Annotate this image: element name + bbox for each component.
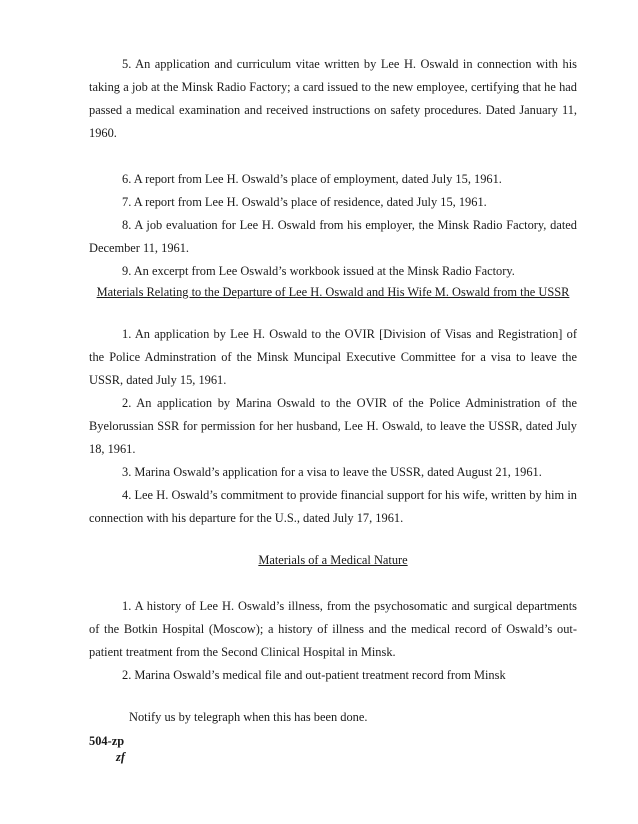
list-item: 1. A history of Lee H. Oswald’s illness, from the psychosomatic and surgical departments of the Botkin Hospital (Moscow); a history of illness and the medical record of Oswald’s out-patient treatment from the Second Clinical Hospital in Minsk.: [89, 599, 577, 659]
list-item: 4. Lee H. Oswald’s commitment to provide financial support for his wife, written by him in connection with his departure for the U.S., dated July 17, 1961.: [89, 488, 577, 525]
list-item: 7. A report from Lee H. Oswald’s place of residence, dated July 15, 1961.: [122, 195, 487, 209]
section-heading-medical: Materials of a Medical Nature: [258, 553, 408, 567]
list-item: 6. A report from Lee H. Oswald’s place of employment, dated July 15, 1961.: [122, 172, 502, 186]
list-item: 3. Marina Oswald’s application for a visa to leave the USSR, dated August 21, 1961.: [122, 465, 542, 479]
list-item: 2. Marina Oswald’s medical file and out-patient treatment record from Minsk: [122, 668, 506, 682]
list-item: 1. An application by Lee H. Oswald to the OVIR [Division of Visas and Registration] of the Police Adminstration of the Minsk Muncipal Executive Committee for a visa to leave the USSR, dated July 15, 1961.: [89, 327, 577, 387]
typist-initials: zf: [116, 750, 125, 764]
section-heading-departure: Materials Relating to the Departure of Lee H. Oswald and His Wife M. Oswald from the USSR: [96, 285, 570, 299]
list-item: 5. An application and curriculum vitae written by Lee H. Oswald in connection with his taking a job at the Minsk Radio Factory; a card issued to the new employee, certifying that he had passed a medical examination and received instructions on safety procedures. Dated January 11, 1960.: [89, 57, 577, 140]
list-item: 9. An excerpt from Lee Oswald’s workbook issued at the Minsk Radio Factory.: [122, 264, 515, 278]
closing-notice: Notify us by telegraph when this has been done.: [129, 710, 368, 724]
reference-code: 504-zp: [89, 734, 125, 748]
list-item: 8. A job evaluation for Lee H. Oswald from his employer, the Minsk Radio Factory, dated December 11, 1961.: [89, 218, 577, 255]
list-item: 2. An application by Marina Oswald to the OVIR of the Police Administration of the Byelorussian SSR for permission for her husband, Lee H. Oswald, to leave the USSR, dated July 18, 1961.: [89, 396, 577, 456]
